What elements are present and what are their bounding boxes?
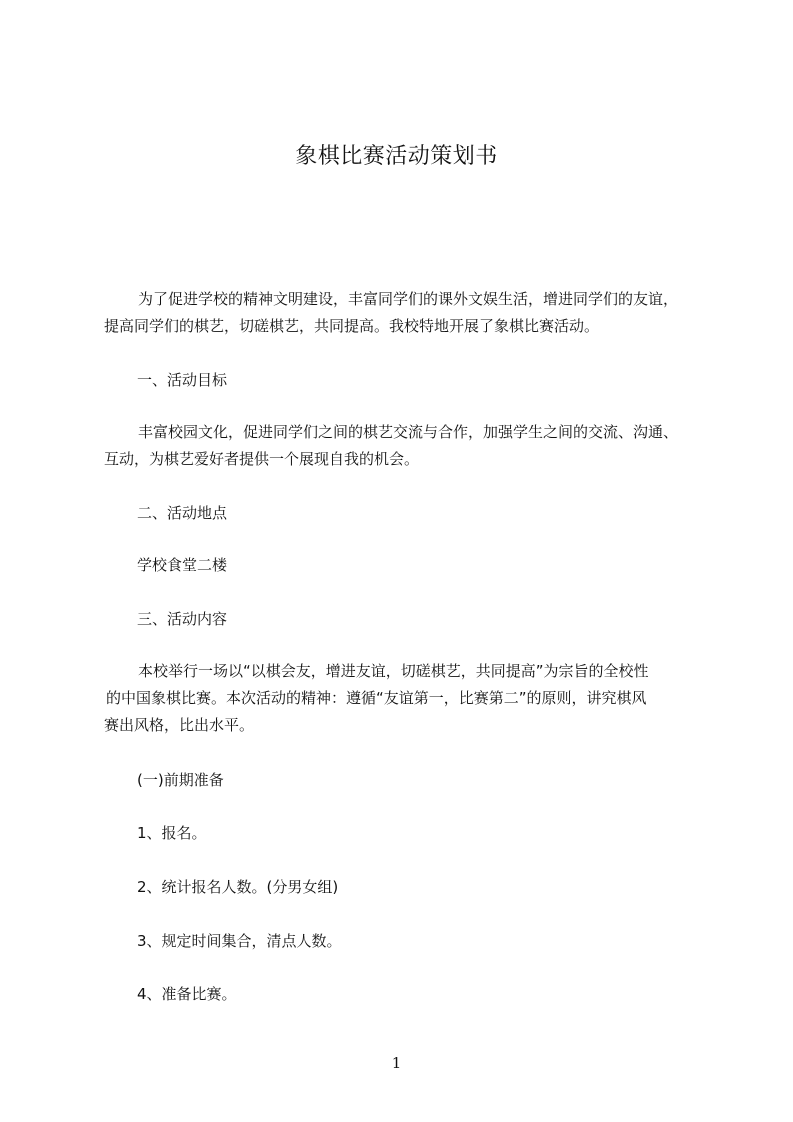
intro-line: 提高同学们的棋艺，切磋棋艺，共同提高。我校特地开展了象棋比赛活动。 bbox=[104, 317, 600, 335]
page-number: 1 bbox=[391, 1054, 402, 1072]
content-paragraph bbox=[104, 658, 716, 739]
step-item: 3、规定时间集合，清点人数。 bbox=[137, 932, 342, 950]
intro-line: 为了促进学校的精神文明建设，丰富同学们的课外文娱生活，增进同学们的友谊， bbox=[138, 290, 679, 308]
content-line: 本校举行一场以“以棋会友，增进友谊，切磋棋艺，共同提高”为宗旨的全校性 bbox=[138, 662, 649, 680]
section-heading-goals: 一、活动目标 bbox=[137, 371, 228, 389]
goals-paragraph bbox=[104, 419, 716, 473]
section-heading-location: 二、活动地点 bbox=[137, 504, 228, 522]
step-item: 2、统计报名人数。(分男女组) bbox=[137, 878, 339, 896]
step-item: 4、准备比赛。 bbox=[137, 985, 237, 1003]
section-heading-content: 三、活动内容 bbox=[137, 610, 228, 628]
location-text: 学校食堂二楼 bbox=[137, 556, 228, 574]
document-title: 象棋比赛活动策划书 bbox=[295, 144, 498, 169]
goals-line: 丰富校园文化，促进同学们之间的棋艺交流与合作，加强学生之间的交流、沟通、 bbox=[138, 423, 679, 441]
step-item: 1、报名。 bbox=[137, 824, 207, 842]
intro-paragraph bbox=[104, 286, 716, 340]
goals-line: 互动，为棋艺爱好者提供一个展现自我的机会。 bbox=[104, 450, 420, 468]
subsection-heading-preparation: (一)前期准备 bbox=[137, 771, 224, 789]
content-line: 赛出风格，比出水平。 bbox=[104, 716, 255, 734]
content-line: 的中国象棋比赛。本次活动的精神：遵循“友谊第一，比赛第二”的原则，讲究棋风 bbox=[106, 689, 647, 707]
